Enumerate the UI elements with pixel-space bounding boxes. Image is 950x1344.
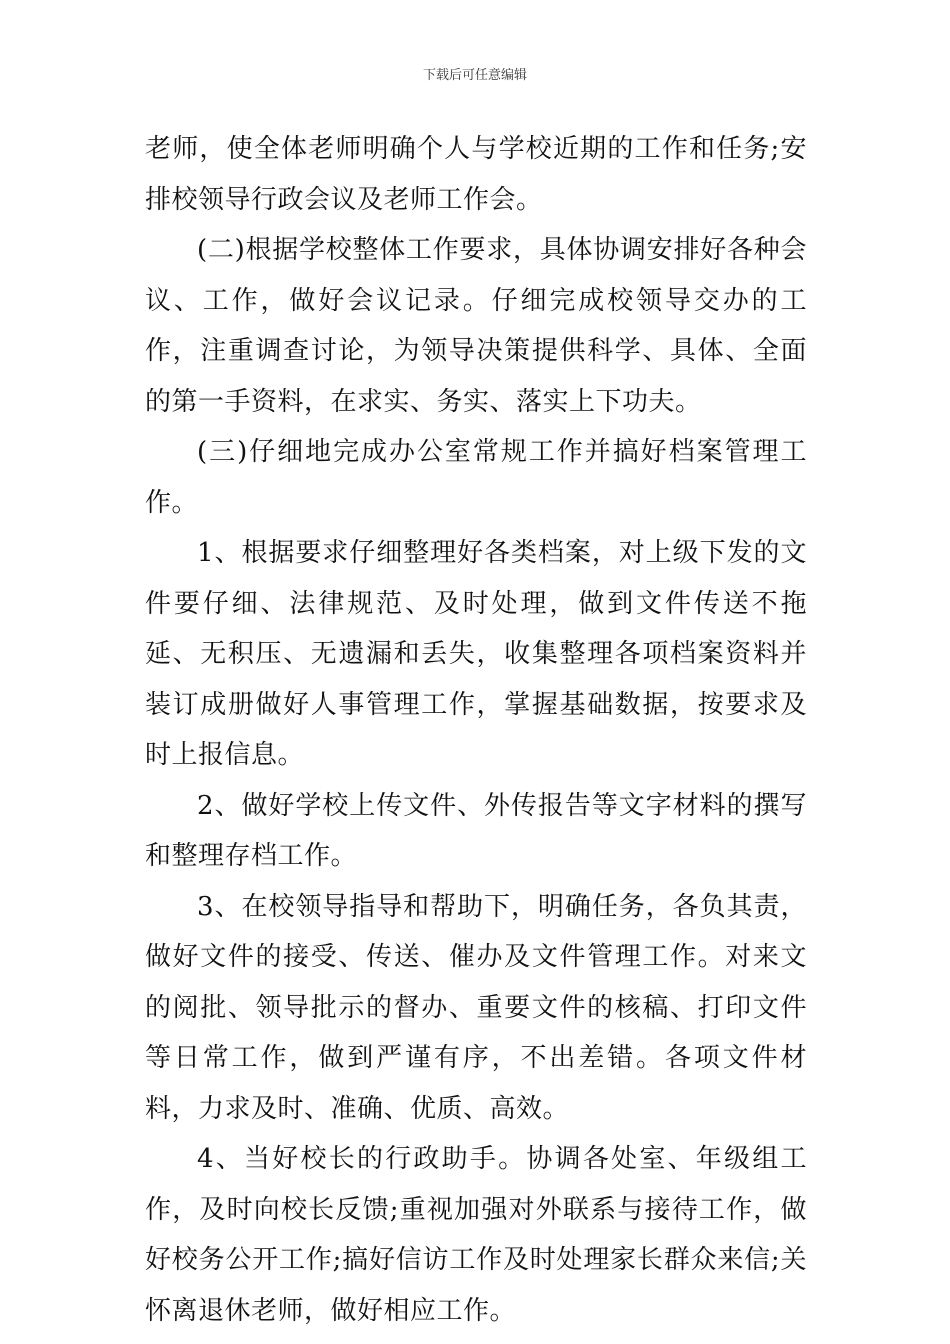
page-header: 下载后可任意编辑 bbox=[422, 68, 527, 83]
paragraph-4: 1、根据要求仔细整理好各类档案，对上级下发的文件要仔细、法律规范、及时处理，做到文件传送不拖延、无积压、无遗漏和丢失，收集整理各项档案资料并装订成册做好人事管理工作，掌握基础数据，按要求及时上报信息。 bbox=[145, 538, 807, 770]
paragraph-7: 4、当好校长的行政助手。协调各处室、年级组工作，及时向校长反馈;重视加强对外联系与接待工作，做好校务公开工作;搞好信访工作及时处理家长群众来信;关怀离退休老师，做好相应工作。 bbox=[145, 1144, 807, 1326]
paragraph-2: (二)根据学校整体工作要求，具体协调安排好各种会议、工作，做好会议记录。仔细完成校领导交办的工作，注重调查讨论，为领导决策提供科学、具体、全面的第一手资料，在求实、务实、落实上下功夫。 bbox=[145, 235, 807, 417]
paragraph-1: 老师，使全体老师明确个人与学校近期的工作和任务;安排校领导行政会议及老师工作会。 bbox=[145, 134, 807, 215]
paragraph-3: (三)仔细地完成办公室常规工作并搞好档案管理工作。 bbox=[145, 437, 807, 518]
paragraph-5: 2、做好学校上传文件、外传报告等文字材料的撰写和整理存档工作。 bbox=[145, 790, 807, 871]
document-body bbox=[145, 124, 807, 1336]
paragraph-6: 3、在校领导指导和帮助下，明确任务，各负其责，做好文件的接受、传送、催办及文件管理工作。对来文的阅批、领导批示的督办、重要文件的核稿、打印文件等日常工作，做到严谨有序，不出差错。各项文件材料，力求及时、准确、优质、高效。 bbox=[145, 891, 807, 1124]
